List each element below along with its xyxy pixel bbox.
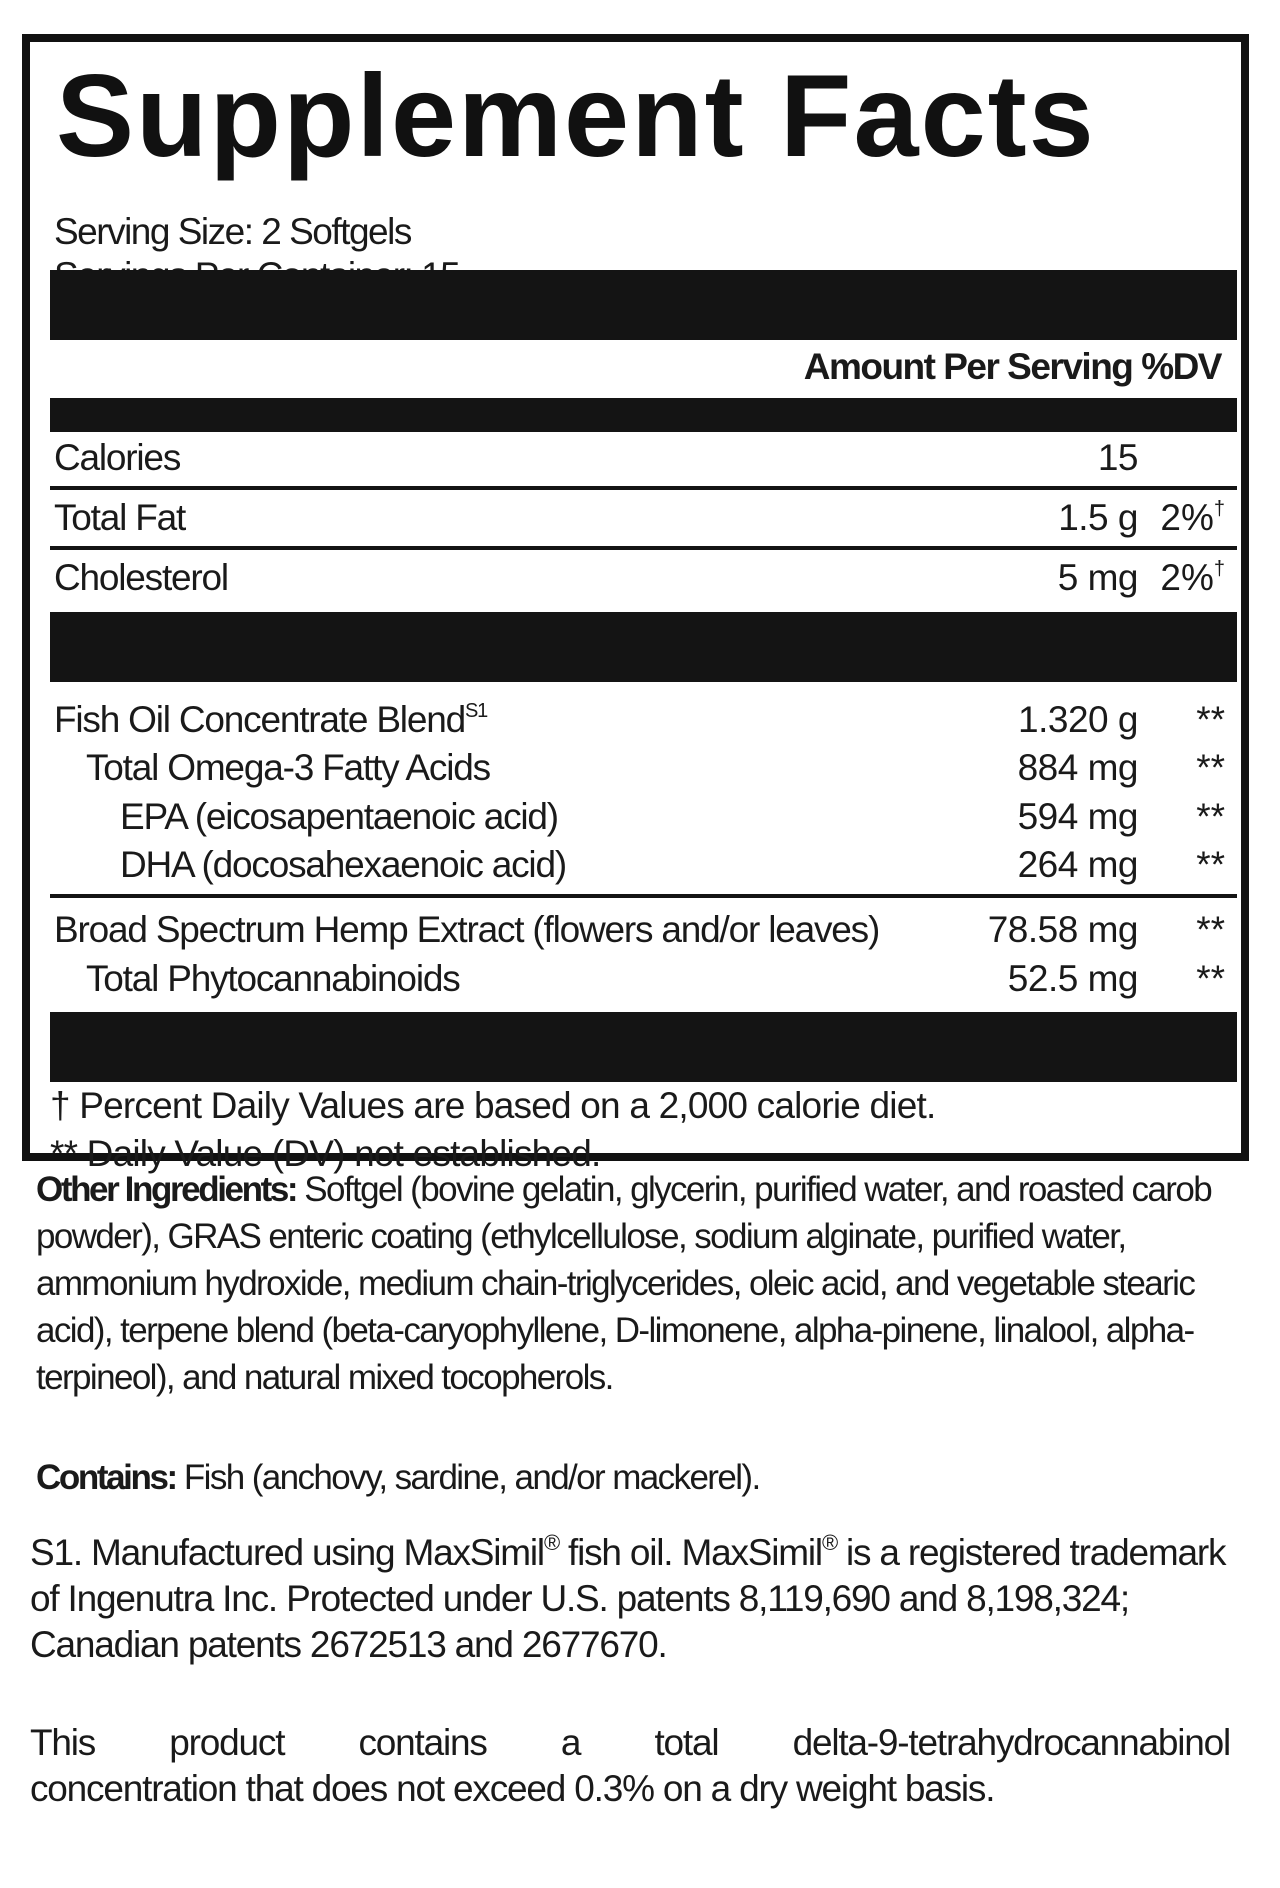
serving-size: Serving Size: 2 Softgels [54,211,411,252]
thc-line-2: concentration that does not exceed 0.3% on a dry weight basis. [30,1768,995,1809]
ingredient-amount: 1.320 g [1018,699,1138,740]
ingredient-name: Fish Oil Concentrate Blend$^{S1}$ [54,699,488,740]
nutrient-dv: 2%† [1160,557,1225,598]
ingredient-dv: ** [1196,699,1225,740]
ingredient-amount: 52.5 mg [1007,958,1138,999]
ingredient-row [50,793,1237,841]
nutrient-amount: 15 [1097,437,1138,478]
footnote-stars: ** Daily Value (DV) not established. [50,1133,601,1174]
supplement-facts-panel [22,34,1249,1174]
ingredient-name: Total Omega-3 Fatty Acids [86,747,490,788]
other-ingredients [36,1166,1236,1401]
row-divider [50,546,1237,550]
ingredient-dv: ** [1196,958,1225,999]
ingredient-dv: ** [1196,747,1225,788]
thick-divider-2 [50,398,1237,432]
s1-footnote: S1. Manufactured using MaxSimil® fish oil. MaxSimil® is a registered trademark of Ingenutra Inc. Protected under U.S. patents 8,119,690 and 8,198,324; Canadian patents 2672513 and 2677670. [30,1530,1226,1665]
header-dv: %DV [1141,346,1221,387]
thc-statement [30,1720,1230,1812]
footnote-dagger: † Percent Daily Values are based on a 2,000 calorie diet. [50,1085,936,1126]
ingredient-amount: 78.58 mg [987,909,1138,950]
ingredient-name: EPA (eicosapentaenoic acid) [120,796,558,837]
ingredient-row [50,906,1237,954]
nutrient-row [50,554,1237,602]
ingredient-row [50,841,1237,889]
registered-mark: ® [543,1530,559,1555]
ingredient-amount: 884 mg [1017,747,1138,788]
registered-mark: ® [821,1530,837,1555]
nutrient-dv: 2%† [1160,497,1225,538]
ingredient-row [50,744,1237,792]
other-ingredients-text: Softgel (bovine gelatin, glycerin, purified water, and roasted carob powder), GRAS enteric coating (ethylcellulose, sodium alginate, purified water, ammonium hydroxide, medium chain-triglycerides, oleic acid, and vegetable stearic acid), terpene blend (beta-caryophyllene, D-limonene, alpha-pinene, linalool, alpha-terpineol), and natural mixed tocopherols. [36,1170,1212,1397]
contains-text: Fish (anchovy, sardine, and/or mackerel). [175,1458,760,1497]
contains-statement [36,1454,1236,1501]
nutrient-name: Cholesterol [54,557,228,598]
ingredient-dv: ** [1196,909,1225,950]
ingredient-name: Total Phytocannabinoids [86,958,460,999]
thick-divider-4 [50,1012,1237,1082]
nutrient-name: Calories [54,437,181,478]
ingredient-name: DHA (docosahexaenoic acid) [120,844,566,885]
thick-divider-1 [50,270,1237,340]
panel-title: Supplement Facts [56,50,1096,181]
header-amount: Amount Per Serving [803,346,1133,387]
ingredient-amount: 594 mg [1017,796,1138,837]
ingredient-row [50,696,1237,744]
ingredient-amount: 264 mg [1017,844,1138,885]
row-divider [50,894,1237,898]
thick-divider-3 [50,612,1237,682]
other-ingredients-label: Other Ingredients: [36,1170,297,1209]
nutrient-row [50,434,1237,482]
ingredient-row [50,955,1237,1003]
nutrient-amount: 5 mg [1057,557,1138,598]
ingredient-dv: ** [1196,844,1225,885]
column-header [804,345,1221,389]
contains-label: Contains: [36,1458,176,1497]
nutrient-row [50,494,1237,542]
ingredient-name: Broad Spectrum Hemp Extract (flowers and/or leaves) [54,909,880,950]
ingredient-dv: ** [1196,796,1225,837]
thc-line-1: This product contains a total delta-9-tetrahydrocannabinol [30,1722,1230,1763]
nutrient-name: Total Fat [54,497,186,538]
nutrient-amount: 1.5 g [1058,497,1138,538]
row-divider [50,486,1237,490]
